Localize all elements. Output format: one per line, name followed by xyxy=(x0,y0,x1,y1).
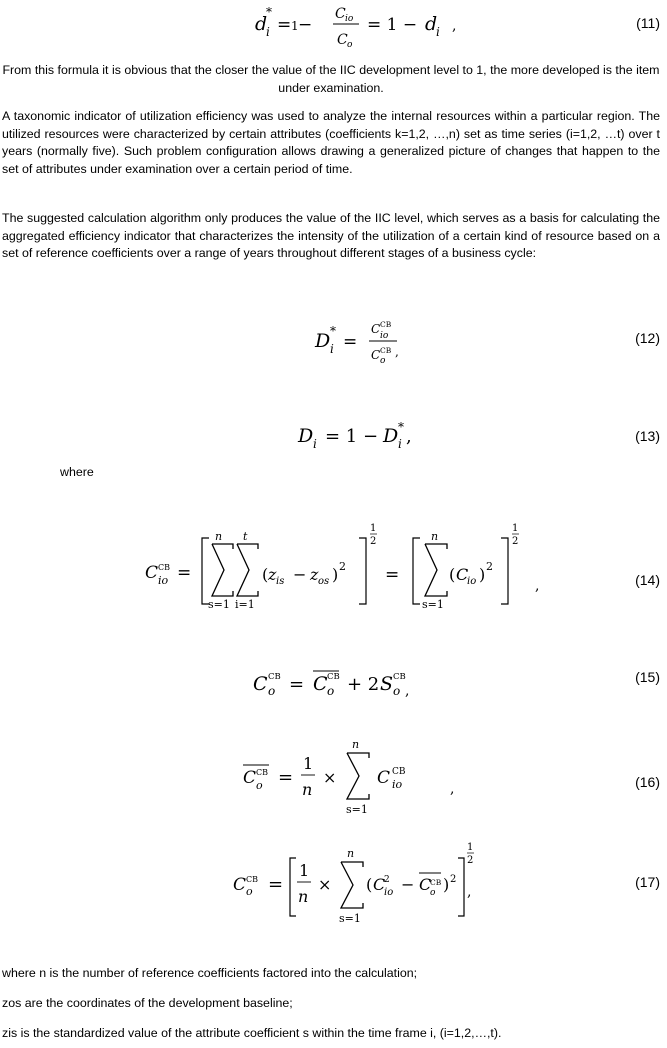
svg-text:io: io xyxy=(158,574,169,587)
equation-16 xyxy=(243,735,463,815)
svg-text:io: io xyxy=(392,778,403,791)
svg-text:=: = xyxy=(177,563,192,583)
svg-text:D: D xyxy=(315,330,331,352)
svg-text:): ) xyxy=(479,565,486,584)
svg-text:n: n xyxy=(431,530,439,543)
svg-text:i: i xyxy=(313,437,317,451)
svg-text:2: 2 xyxy=(384,875,390,885)
svg-text:=: = xyxy=(278,767,294,788)
svg-text:CB: CB xyxy=(327,672,340,682)
svg-text:os: os xyxy=(318,576,330,587)
svg-text:×: × xyxy=(318,875,332,894)
svg-text:is: is xyxy=(276,576,285,587)
svg-text:z: z xyxy=(268,565,277,584)
svg-text:s=1: s=1 xyxy=(339,912,361,925)
svg-text:CB: CB xyxy=(268,672,281,682)
svg-text:,: , xyxy=(405,683,410,699)
svg-text:2: 2 xyxy=(486,560,493,573)
svg-text:o: o xyxy=(430,888,436,898)
svg-text:C: C xyxy=(371,348,381,362)
svg-text:C: C xyxy=(419,875,432,894)
svg-text:io: io xyxy=(384,887,394,898)
svg-text:C: C xyxy=(243,768,257,788)
paragraph: From this formula it is obvious that the closer the value of the IIC development level to 1, the more developed is the item under examination. xyxy=(2,63,660,95)
svg-text:*: * xyxy=(398,420,404,434)
svg-text:i: i xyxy=(266,25,270,39)
svg-text:o: o xyxy=(256,779,263,792)
svg-text:2: 2 xyxy=(512,536,519,547)
svg-text:−: − xyxy=(298,15,313,35)
svg-text:CB: CB xyxy=(380,320,392,329)
equation-number: (12) xyxy=(635,330,660,346)
svg-text:o: o xyxy=(327,684,335,698)
svg-text:S: S xyxy=(380,673,394,695)
where-label: where xyxy=(60,465,94,479)
svg-text:2: 2 xyxy=(450,874,457,885)
svg-text:o: o xyxy=(393,684,401,698)
svg-text:n: n xyxy=(215,530,223,543)
svg-text:,: , xyxy=(406,426,412,447)
svg-text:d: d xyxy=(255,13,268,35)
definition-zis: zis is the standardized value of the attribute coefficient s within the time frame i, (i=1,2,…,t). xyxy=(2,1026,502,1040)
equation-number: (11) xyxy=(636,15,660,31)
svg-text:,: , xyxy=(450,781,455,797)
svg-text:n: n xyxy=(302,780,313,799)
svg-text:i: i xyxy=(398,437,402,451)
svg-text:C: C xyxy=(233,875,247,895)
svg-text:s=1: s=1 xyxy=(422,598,444,611)
svg-text:1: 1 xyxy=(512,523,519,534)
svg-text:i: i xyxy=(330,342,334,356)
equation-number: (14) xyxy=(635,572,660,588)
definition-zos: zos are the coordinates of the development baseline; xyxy=(2,996,293,1010)
equation-15 xyxy=(253,660,413,700)
svg-text:(: ( xyxy=(262,565,269,584)
svg-text:1: 1 xyxy=(303,754,314,773)
equation-12 xyxy=(315,318,425,368)
svg-text:2: 2 xyxy=(339,560,346,573)
equation-13 xyxy=(298,418,438,458)
svg-text:×: × xyxy=(323,768,337,787)
svg-text:−: − xyxy=(401,875,415,894)
svg-text:C: C xyxy=(456,565,469,584)
equation-number: (13) xyxy=(635,428,660,444)
svg-text:+ 2: + 2 xyxy=(347,674,380,695)
svg-text:= 1 −: = 1 − xyxy=(325,426,379,447)
paragraph: A taxonomic indicator of utilization efficiency was used to analyze the internal resources within a particular region. The utilized resources were characterized by certain attributes (coefficients k=1,2, …,n) set as time series (i=1,2, …t) over t years (normally five). Such problem configuration allows drawing a generalized picture of changes that happen to the set of attributes under examination over a certain period of time. xyxy=(2,109,660,176)
svg-text:CB: CB xyxy=(392,767,406,777)
svg-text:C: C xyxy=(145,563,159,583)
svg-text:io: io xyxy=(345,14,354,24)
svg-text:=: = xyxy=(268,874,284,895)
paragraph: The suggested calculation algorithm only produces the value of the IIC level, which serves as a basis for calculating the aggregated efficiency indicator that characterizes the intensity of the utilization of a certain kind of resource based on a set of reference coefficients over a range of years throughout different stages of a business cycle: xyxy=(2,211,660,260)
svg-text:2: 2 xyxy=(370,536,377,547)
svg-text:CB: CB xyxy=(393,672,406,682)
svg-text:CB: CB xyxy=(430,878,442,887)
svg-text:*: * xyxy=(266,5,272,19)
svg-text:s=1: s=1 xyxy=(346,803,368,816)
svg-text:1: 1 xyxy=(370,523,377,534)
svg-text:1: 1 xyxy=(299,861,310,880)
svg-text:t: t xyxy=(243,530,248,543)
svg-text:o: o xyxy=(380,356,386,366)
svg-text:(: ( xyxy=(366,875,373,894)
svg-text:CB: CB xyxy=(158,563,170,572)
svg-text:(: ( xyxy=(449,565,456,584)
svg-text:,: , xyxy=(535,578,540,594)
equation-14 xyxy=(145,520,555,610)
svg-text:*: * xyxy=(330,324,336,338)
svg-text:io: io xyxy=(380,331,389,341)
svg-text:,: , xyxy=(467,884,472,900)
svg-text:s=1: s=1 xyxy=(208,598,230,611)
equation-17 xyxy=(233,838,493,928)
svg-text:D: D xyxy=(383,425,399,447)
svg-text:CB: CB xyxy=(256,768,268,777)
svg-text:CB: CB xyxy=(246,875,258,884)
svg-text:): ) xyxy=(332,565,339,584)
equation-number: (17) xyxy=(635,874,660,890)
svg-text:=: = xyxy=(289,674,305,695)
svg-text:C: C xyxy=(377,768,391,788)
svg-text:=: = xyxy=(277,15,292,35)
svg-text:n: n xyxy=(352,738,360,751)
svg-text:): ) xyxy=(443,875,450,894)
equation-number: (15) xyxy=(635,669,660,685)
svg-text:C: C xyxy=(335,6,346,22)
svg-text:,: , xyxy=(395,345,399,359)
svg-text:=: = xyxy=(385,565,400,585)
svg-text:n: n xyxy=(347,847,355,860)
svg-text:,: , xyxy=(452,18,457,34)
svg-text:1: 1 xyxy=(467,842,474,853)
svg-text:d: d xyxy=(425,13,438,35)
svg-text:io: io xyxy=(467,576,477,587)
svg-text:= 1 −: = 1 − xyxy=(367,15,418,35)
svg-text:CB: CB xyxy=(380,346,392,355)
svg-text:i: i xyxy=(436,25,440,39)
svg-text:C: C xyxy=(373,875,386,894)
svg-text:2: 2 xyxy=(467,855,474,866)
svg-text:=: = xyxy=(343,332,358,352)
svg-text:o: o xyxy=(268,684,276,698)
svg-text:o: o xyxy=(246,885,253,898)
svg-text:i=1: i=1 xyxy=(235,598,255,611)
svg-text:C: C xyxy=(253,673,268,695)
equation-11 xyxy=(255,0,475,50)
svg-text:z: z xyxy=(310,565,319,584)
svg-text:−: − xyxy=(293,565,307,584)
svg-text:D: D xyxy=(298,425,314,447)
equation-number: (16) xyxy=(635,774,660,790)
svg-text:1: 1 xyxy=(291,19,299,33)
svg-text:C: C xyxy=(313,673,328,695)
svg-text:C: C xyxy=(337,32,348,48)
svg-text:C: C xyxy=(371,322,381,336)
svg-text:o: o xyxy=(347,40,353,50)
definition-n: where n is the number of reference coefficients factored into the calculation; xyxy=(2,966,418,980)
svg-text:n: n xyxy=(298,887,309,906)
